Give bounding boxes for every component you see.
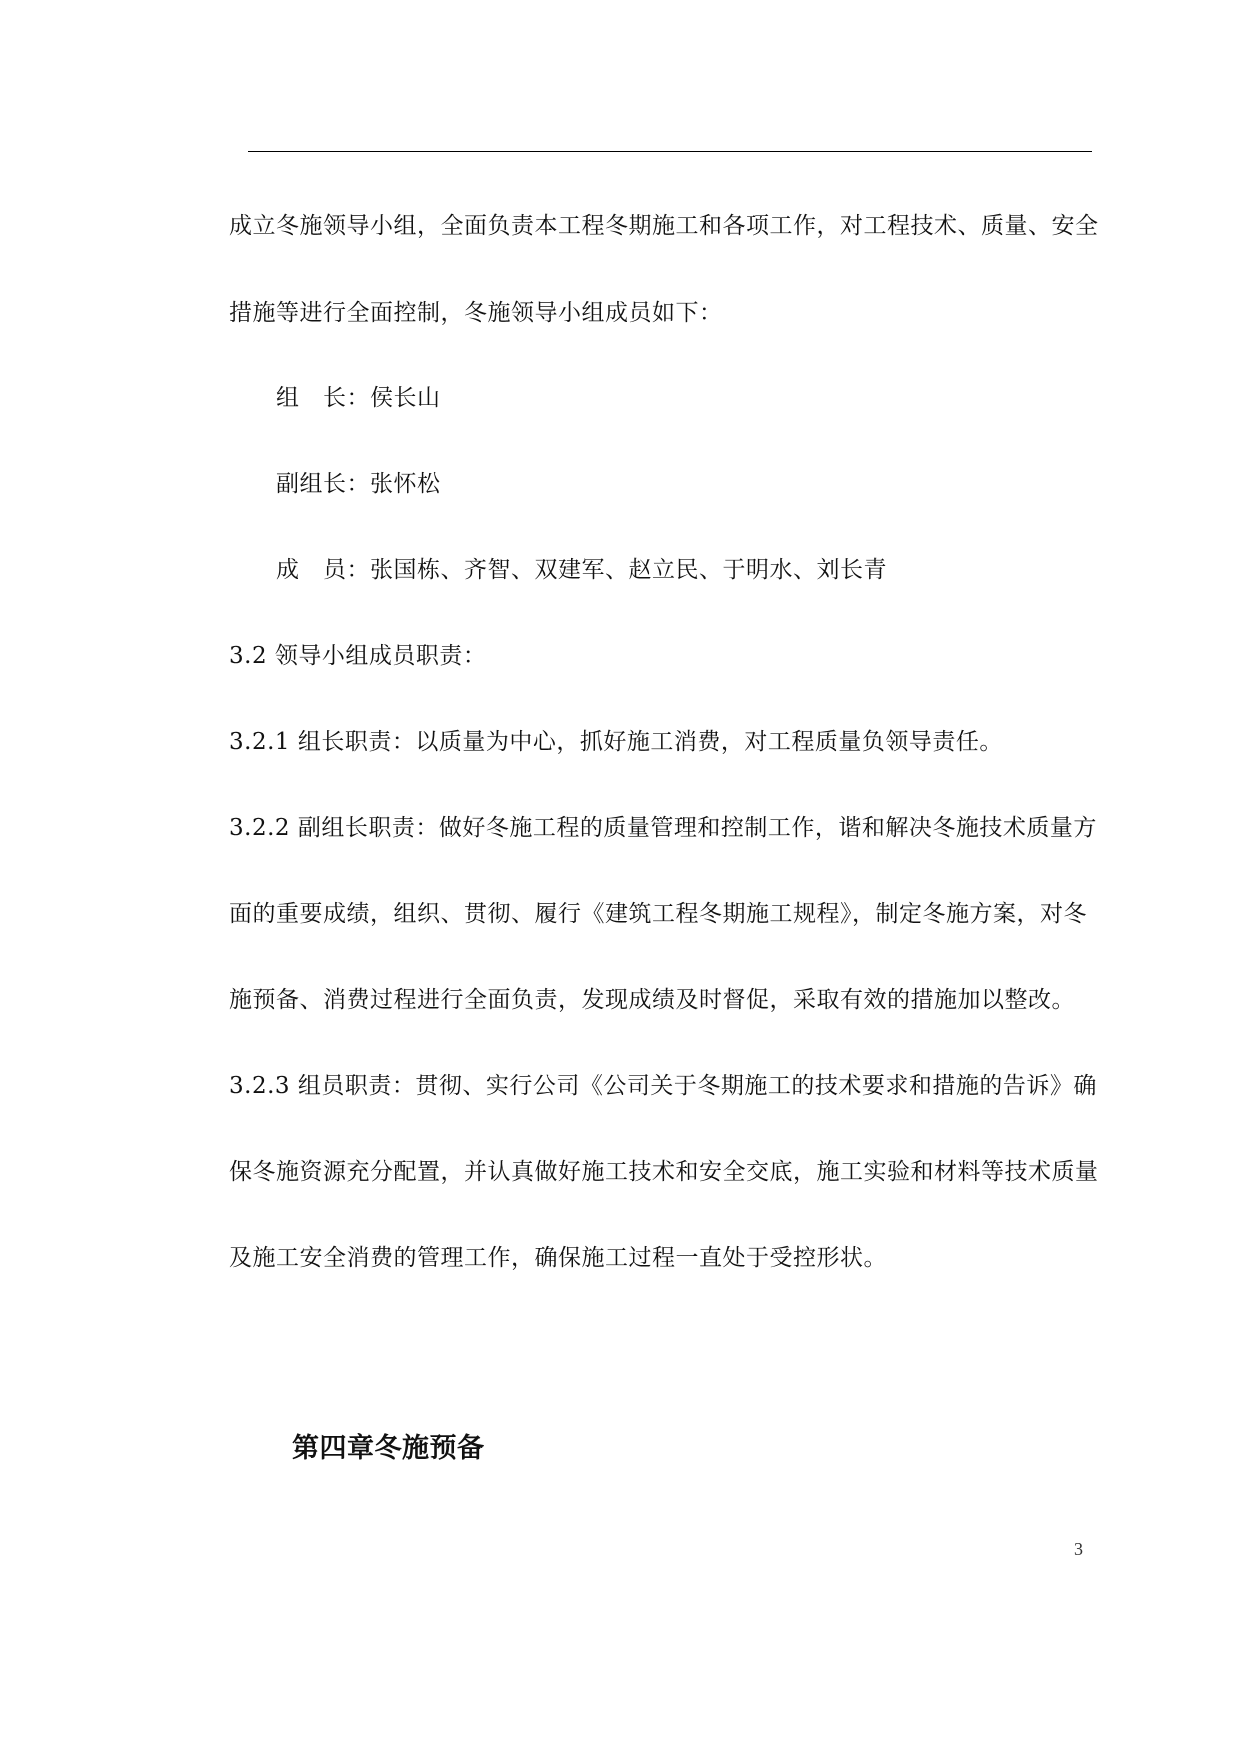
section-heading: 3.2 领导小组成员职责： (229, 643, 487, 669)
paragraph-line: 面的重要成绩，组织、贯彻、履行《建筑工程冬期施工规程》，制定冬施方案，对冬 (229, 901, 1087, 927)
paragraph-line: 3.2.2 副组长职责：做好冬施工程的质量管理和控制工作，谐和解决冬施技术质量方 (229, 815, 1097, 841)
page-number: 3 (1074, 1539, 1083, 1559)
chapter-title: 第四章冬施预备 (292, 1433, 485, 1464)
paragraph-line: 成立冬施领导小组，全面负责本工程冬期施工和各项工作，对工程技术、质量、安全 (229, 213, 1099, 239)
header-rule (248, 151, 1092, 152)
team-deputy: 副组长：张怀松 (276, 471, 441, 497)
paragraph-line: 3.2.1 组长职责：以质量为中心，抓好施工消费，对工程质量负领导责任。 (229, 729, 1003, 755)
paragraph-line: 施预备、消费过程进行全面负责，发现成绩及时督促，采取有效的措施加以整改。 (229, 987, 1075, 1013)
paragraph-line: 措施等进行全面控制，冬施领导小组成员如下： (229, 300, 723, 326)
paragraph-line: 保冬施资源充分配置，并认真做好施工技术和安全交底，施工实验和材料等技术质量 (229, 1159, 1099, 1185)
team-members: 成 员：张国栋、齐智、双建军、赵立民、于明水、刘长青 (276, 557, 887, 583)
paragraph-line: 及施工安全消费的管理工作，确保施工过程一直处于受控形状。 (229, 1245, 887, 1271)
paragraph-line: 3.2.3 组员职责：贯彻、实行公司《公司关于冬期施工的技术要求和措施的告诉》确 (229, 1073, 1097, 1099)
team-leader: 组 长：侯长山 (276, 385, 441, 411)
